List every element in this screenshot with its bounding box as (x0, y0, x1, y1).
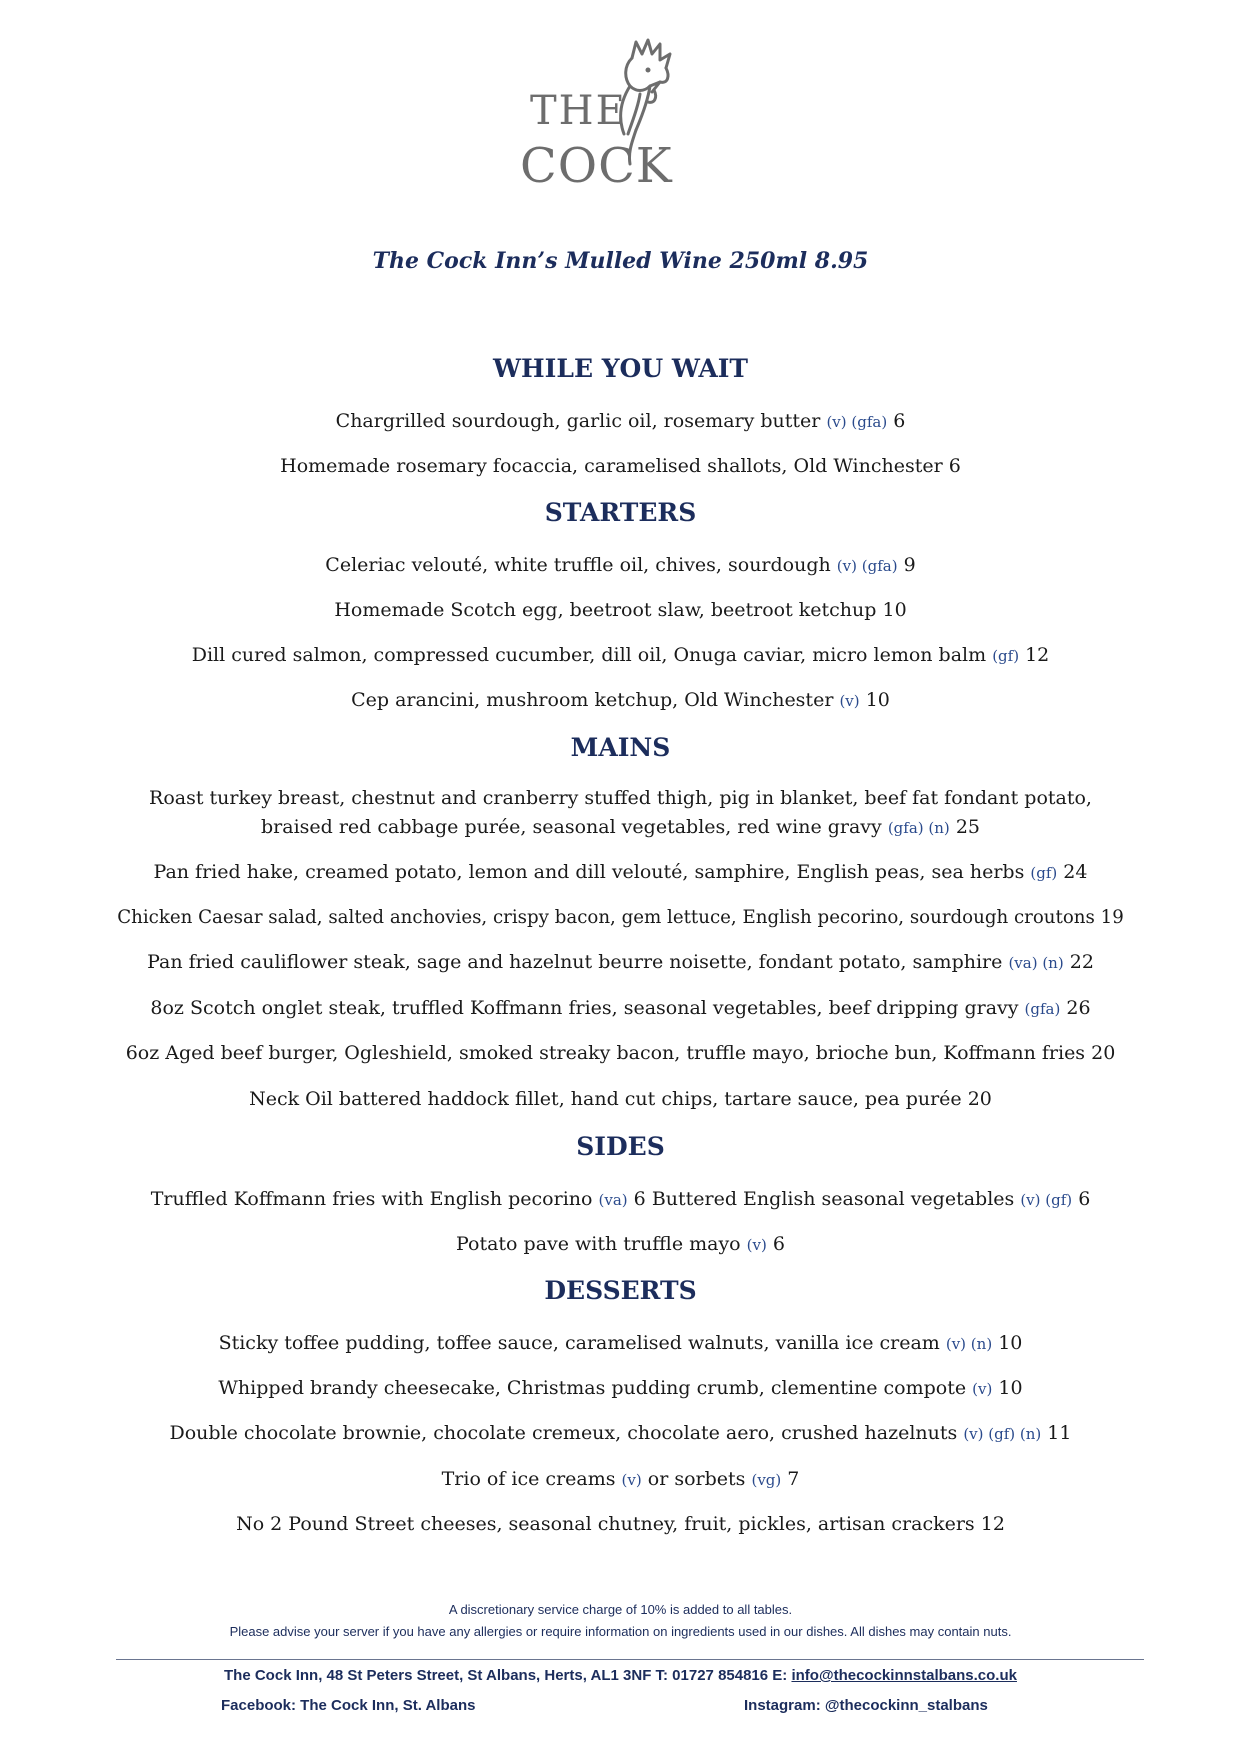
logo-word-the: THE (530, 88, 627, 134)
item-price: 20 (1091, 1042, 1116, 1064)
item-price: 24 (1063, 861, 1088, 883)
menu-item (0, 1185, 1241, 1215)
item-price: 6 (1078, 1188, 1091, 1210)
item-price: 12 (980, 1513, 1005, 1535)
menu-item (0, 1230, 1241, 1260)
item-price: 10 (998, 1332, 1023, 1354)
item-price: 10 (998, 1377, 1023, 1399)
section-heading-desserts: DESSERTS (544, 1276, 697, 1305)
item-price: 6 (772, 1233, 785, 1255)
item-description: Whipped brandy cheesecake, Christmas pudding crumb, clementine compote (218, 1377, 967, 1399)
service-charge-note: A discretionary service charge of 10% is added to all tables. (448, 1602, 793, 1617)
item-description: Cep arancini, mushroom ketchup, Old Winchester (351, 689, 834, 711)
email-link[interactable]: info@thecockinnstalbans.co.uk (791, 1667, 1017, 1684)
item-description: Celeriac velouté, white truffle oil, chives, sourdough (325, 554, 831, 576)
item-description: braised red cabbage purée, seasonal vegetables, red wine gravy (261, 816, 882, 838)
dietary-tags: (gfa) (n) (887, 819, 950, 837)
dietary-tags: (va) (598, 1191, 628, 1209)
item-description: Sticky toffee pudding, toffee sauce, caramelised walnuts, vanilla ice cream (218, 1332, 940, 1354)
dietary-tags: (v) (621, 1471, 642, 1489)
section-heading-while-you-wait: WHILE YOU WAIT (492, 354, 749, 383)
menu-item (0, 1419, 1241, 1449)
item-description: Dill cured salmon, compressed cucumber, dill oil, Onuga caviar, micro lemon balm (191, 644, 987, 666)
item-description: Pan fried cauliflower steak, sage and hazelnut beurre noisette, fondant potato, samphire (147, 951, 1003, 973)
menu-item (0, 1510, 1241, 1539)
item-price: 10 (882, 599, 907, 621)
item-price: 22 (1069, 951, 1094, 973)
item-description: 6oz Aged beef burger, Ogleshield, smoked streaky bacon, truffle mayo, brioche bun, Koffmann fries (125, 1042, 1086, 1064)
item-description: Double chocolate brownie, chocolate cremeux, chocolate aero, crushed hazelnuts (169, 1422, 958, 1444)
item-price: 9 (903, 554, 916, 576)
dietary-tags: (v) (gf) (1020, 1191, 1073, 1209)
item-description: Truffled Koffmann fries with English pecorino (150, 1188, 593, 1210)
allergy-notice: Please advise your server if you have any allergies or require information on ingredients used in our dishes. All dishes may contain nuts. (229, 1624, 1012, 1639)
menu-item (0, 686, 1241, 716)
menu-item (0, 1085, 1241, 1114)
menu-item (0, 994, 1241, 1024)
item-price: 12 (1025, 644, 1050, 666)
logo-word-cock: COCK (520, 138, 673, 190)
item-price: 11 (1047, 1422, 1072, 1444)
section-heading-mains: MAINS (570, 733, 671, 762)
facebook-link[interactable]: Facebook: The Cock Inn, St. Albans (221, 1697, 476, 1714)
item-price: 7 (787, 1468, 800, 1490)
item-description-line1: Roast turkey breast, chestnut and cranberry stuffed thigh, pig in blanket, beef fat fondant potato, (149, 787, 1092, 809)
item-price: 19 (1100, 907, 1124, 928)
dietary-tags: (v) (n) (945, 1335, 993, 1353)
item-price: 6 (893, 410, 906, 432)
dietary-tags: (gf) (992, 647, 1020, 665)
item-price: 6 (948, 455, 961, 477)
menu-item (0, 1329, 1241, 1359)
item-description: Chargrilled sourdough, garlic oil, rosemary butter (335, 410, 821, 432)
item-price: 26 (1066, 997, 1091, 1019)
menu-item (0, 1039, 1241, 1068)
item-description: No 2 Pound Street cheeses, seasonal chutney, fruit, pickles, artisan crackers (236, 1513, 975, 1535)
item-description: Neck Oil battered haddock fillet, hand cut chips, tartare sauce, pea purée (249, 1088, 962, 1110)
item-description: Chicken Caesar salad, salted anchovies, crispy bacon, gem lettuce, English pecorino, sourdough croutons (117, 907, 1095, 928)
item-description: Trio of ice creams (441, 1468, 616, 1490)
dietary-tags: (v) (746, 1236, 767, 1254)
item-description: or sorbets (647, 1468, 746, 1490)
dietary-tags: (gf) (1030, 864, 1058, 882)
the-cock-logo (520, 36, 730, 190)
menu-item (0, 784, 1241, 843)
dietary-tags: (vg) (751, 1471, 782, 1489)
item-price: 6 (633, 1188, 646, 1210)
item-price: 25 (955, 816, 980, 838)
dietary-tags: (v) (gfa) (826, 413, 888, 431)
menu-item (0, 452, 1241, 481)
contact-line (0, 1667, 1241, 1684)
item-description: Pan fried hake, creamed potato, lemon and dill velouté, samphire, English peas, sea herbs (153, 861, 1025, 883)
menu-item (0, 407, 1241, 437)
item-description: Buttered English seasonal vegetables (651, 1188, 1015, 1210)
dietary-tags: (gfa) (1024, 1000, 1061, 1018)
dietary-tags: (v) (839, 692, 860, 710)
item-description: Homemade rosemary focaccia, caramelised shallots, Old Winchester (280, 455, 943, 477)
menu-item (0, 903, 1241, 932)
mulled-wine-offer: The Cock Inn’s Mulled Wine 250ml 8.95 (372, 248, 869, 274)
footer-divider (116, 1659, 1144, 1660)
item-description: 8oz Scotch onglet steak, truffled Koffmann fries, seasonal vegetables, beef dripping gravy (150, 997, 1019, 1019)
dietary-tags: (v) (972, 1380, 993, 1398)
instagram-link[interactable]: Instagram: @thecockinn_stalbans (744, 1697, 988, 1714)
section-heading-sides: SIDES (576, 1132, 665, 1161)
dietary-tags: (v) (gf) (n) (963, 1425, 1042, 1443)
menu-item (0, 858, 1241, 888)
item-description: Homemade Scotch egg, beetroot slaw, beetroot ketchup (334, 599, 877, 621)
menu-item (0, 948, 1241, 978)
menu-item (0, 596, 1241, 625)
item-price: 10 (865, 689, 890, 711)
address-text: The Cock Inn, 48 St Peters Street, St Albans, Herts, AL1 3NF T: 01727 854816 E: (224, 1667, 788, 1684)
menu-item (0, 1465, 1241, 1495)
menu-item (0, 1374, 1241, 1404)
section-heading-starters: STARTERS (544, 498, 697, 527)
rooster-icon (520, 36, 730, 190)
item-price: 20 (967, 1088, 992, 1110)
dietary-tags: (va) (n) (1008, 954, 1064, 972)
menu-item (0, 641, 1241, 671)
dietary-tags: (v) (gfa) (836, 557, 898, 575)
item-description: Potato pave with truffle mayo (456, 1233, 741, 1255)
menu-item (0, 551, 1241, 581)
